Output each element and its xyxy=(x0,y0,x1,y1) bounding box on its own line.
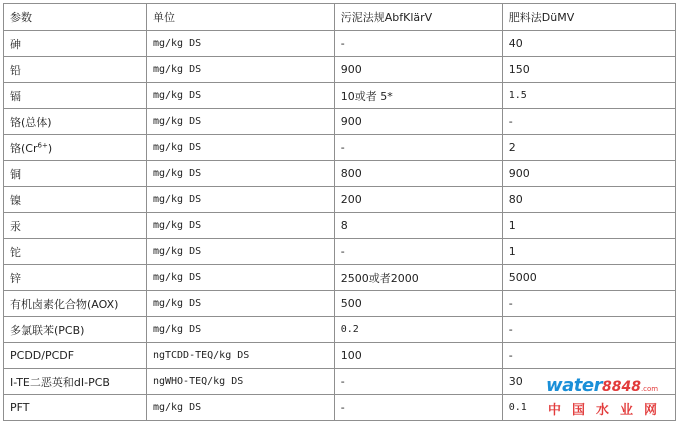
fertilizer-limit-cell: 1.5 xyxy=(502,83,675,109)
param-cell: 铬(总体) xyxy=(4,109,147,135)
sludge-limit-cell: 800 xyxy=(334,161,502,187)
fertilizer-limit-cell: 30 xyxy=(502,369,675,395)
fertilizer-limit-cell: 40 xyxy=(502,31,675,57)
param-cell: 多氯联苯(PCB) xyxy=(4,317,147,343)
watermark-subtitle: 中国水业网 xyxy=(548,403,669,418)
unit-cell: mg/kg DS xyxy=(146,187,334,213)
param-cell: 铬$(Cr^{6+})$ xyxy=(4,135,147,161)
watermark-number: 8848 xyxy=(601,379,641,395)
param-cell: 镉 xyxy=(4,83,147,109)
header-sludge-regulation: 污泥法规AbfKlärV xyxy=(334,4,502,31)
param-cell: 铅 xyxy=(4,57,147,83)
param-cell: I-TE二恶英和dI-PCB xyxy=(4,369,147,395)
sludge-limit-cell: 200 xyxy=(334,187,502,213)
param-cell: 镍 xyxy=(4,187,147,213)
param-cell: PCDD/PCDF xyxy=(4,343,147,369)
fertilizer-limit-cell: 80 xyxy=(502,187,675,213)
table-row xyxy=(4,187,676,213)
fertilizer-limit-cell: 1 xyxy=(502,239,675,265)
table-row xyxy=(4,31,676,57)
table-body xyxy=(4,31,676,421)
param-cell: 汞 xyxy=(4,213,147,239)
fertilizer-limit-cell: - xyxy=(502,291,675,317)
table-row xyxy=(4,239,676,265)
fertilizer-limit-cell: 900 xyxy=(502,161,675,187)
unit-cell: mg/kg DS xyxy=(146,31,334,57)
header-param: 参数 xyxy=(4,4,147,31)
sludge-limit-cell: 8 xyxy=(334,213,502,239)
param-cell: 有机卤素化合物(AOX) xyxy=(4,291,147,317)
param-cell: 锌 xyxy=(4,265,147,291)
unit-cell: ngWHO-TEQ/kg DS xyxy=(146,369,334,395)
header-unit: 单位 xyxy=(146,4,334,31)
unit-cell: mg/kg DS xyxy=(146,135,334,161)
table-row xyxy=(4,109,676,135)
sludge-limit-cell: 900 xyxy=(334,109,502,135)
unit-cell: mg/kg DS xyxy=(146,291,334,317)
fertilizer-limit-cell: - xyxy=(502,343,675,369)
fertilizer-limit-cell: 150 xyxy=(502,57,675,83)
param-cell: 铜 xyxy=(4,161,147,187)
fertilizer-limit-cell: 5000 xyxy=(502,265,675,291)
unit-cell: mg/kg DS xyxy=(146,161,334,187)
sludge-limit-cell: - xyxy=(334,369,502,395)
watermark-logo xyxy=(546,375,670,419)
sludge-limit-cell: - xyxy=(334,31,502,57)
table-row xyxy=(4,161,676,187)
fertilizer-limit-cell: 2 xyxy=(502,135,675,161)
unit-cell: mg/kg DS xyxy=(146,265,334,291)
table-row xyxy=(4,135,676,161)
sludge-limit-cell: 100 xyxy=(334,343,502,369)
fertilizer-limit-cell: - xyxy=(502,317,675,343)
table-row xyxy=(4,57,676,83)
fertilizer-limit-cell: - xyxy=(502,109,675,135)
sludge-limit-cell: - xyxy=(334,395,502,421)
fertilizer-limit-cell: 0.1 xyxy=(502,395,675,421)
sludge-limit-cell: 10或者 5* xyxy=(334,83,502,109)
unit-cell: mg/kg DS xyxy=(146,109,334,135)
unit-cell: mg/kg DS xyxy=(146,213,334,239)
header-fertilizer-regulation: 肥料法DüMV xyxy=(502,4,675,31)
table-row xyxy=(4,213,676,239)
limits-table xyxy=(3,3,676,421)
fertilizer-limit-cell: 1 xyxy=(502,213,675,239)
sludge-limit-cell: 0.2 xyxy=(334,317,502,343)
unit-cell: ngTCDD-TEQ/kg DS xyxy=(146,343,334,369)
unit-cell: mg/kg DS xyxy=(146,317,334,343)
table-row xyxy=(4,83,676,109)
unit-cell: mg/kg DS xyxy=(146,57,334,83)
unit-cell: mg/kg DS xyxy=(146,395,334,421)
sludge-limit-cell: 900 xyxy=(334,57,502,83)
table-row xyxy=(4,265,676,291)
sludge-limit-cell: - xyxy=(334,239,502,265)
sludge-limit-cell: - xyxy=(334,135,502,161)
sludge-limit-cell: 2500或者2000 xyxy=(334,265,502,291)
table-row xyxy=(4,343,676,369)
watermark-wordmark xyxy=(546,375,658,396)
watermark-tld: .com xyxy=(640,385,659,393)
param-cell: 砷 xyxy=(4,31,147,57)
param-cell: 铊 xyxy=(4,239,147,265)
sludge-limit-cell: 500 xyxy=(334,291,502,317)
table-header-row xyxy=(4,4,676,31)
unit-cell: mg/kg DS xyxy=(146,83,334,109)
table-row xyxy=(4,317,676,343)
unit-cell: mg/kg DS xyxy=(146,239,334,265)
table-row xyxy=(4,291,676,317)
param-cell: PFT xyxy=(4,395,147,421)
watermark-brand: water xyxy=(546,375,602,396)
